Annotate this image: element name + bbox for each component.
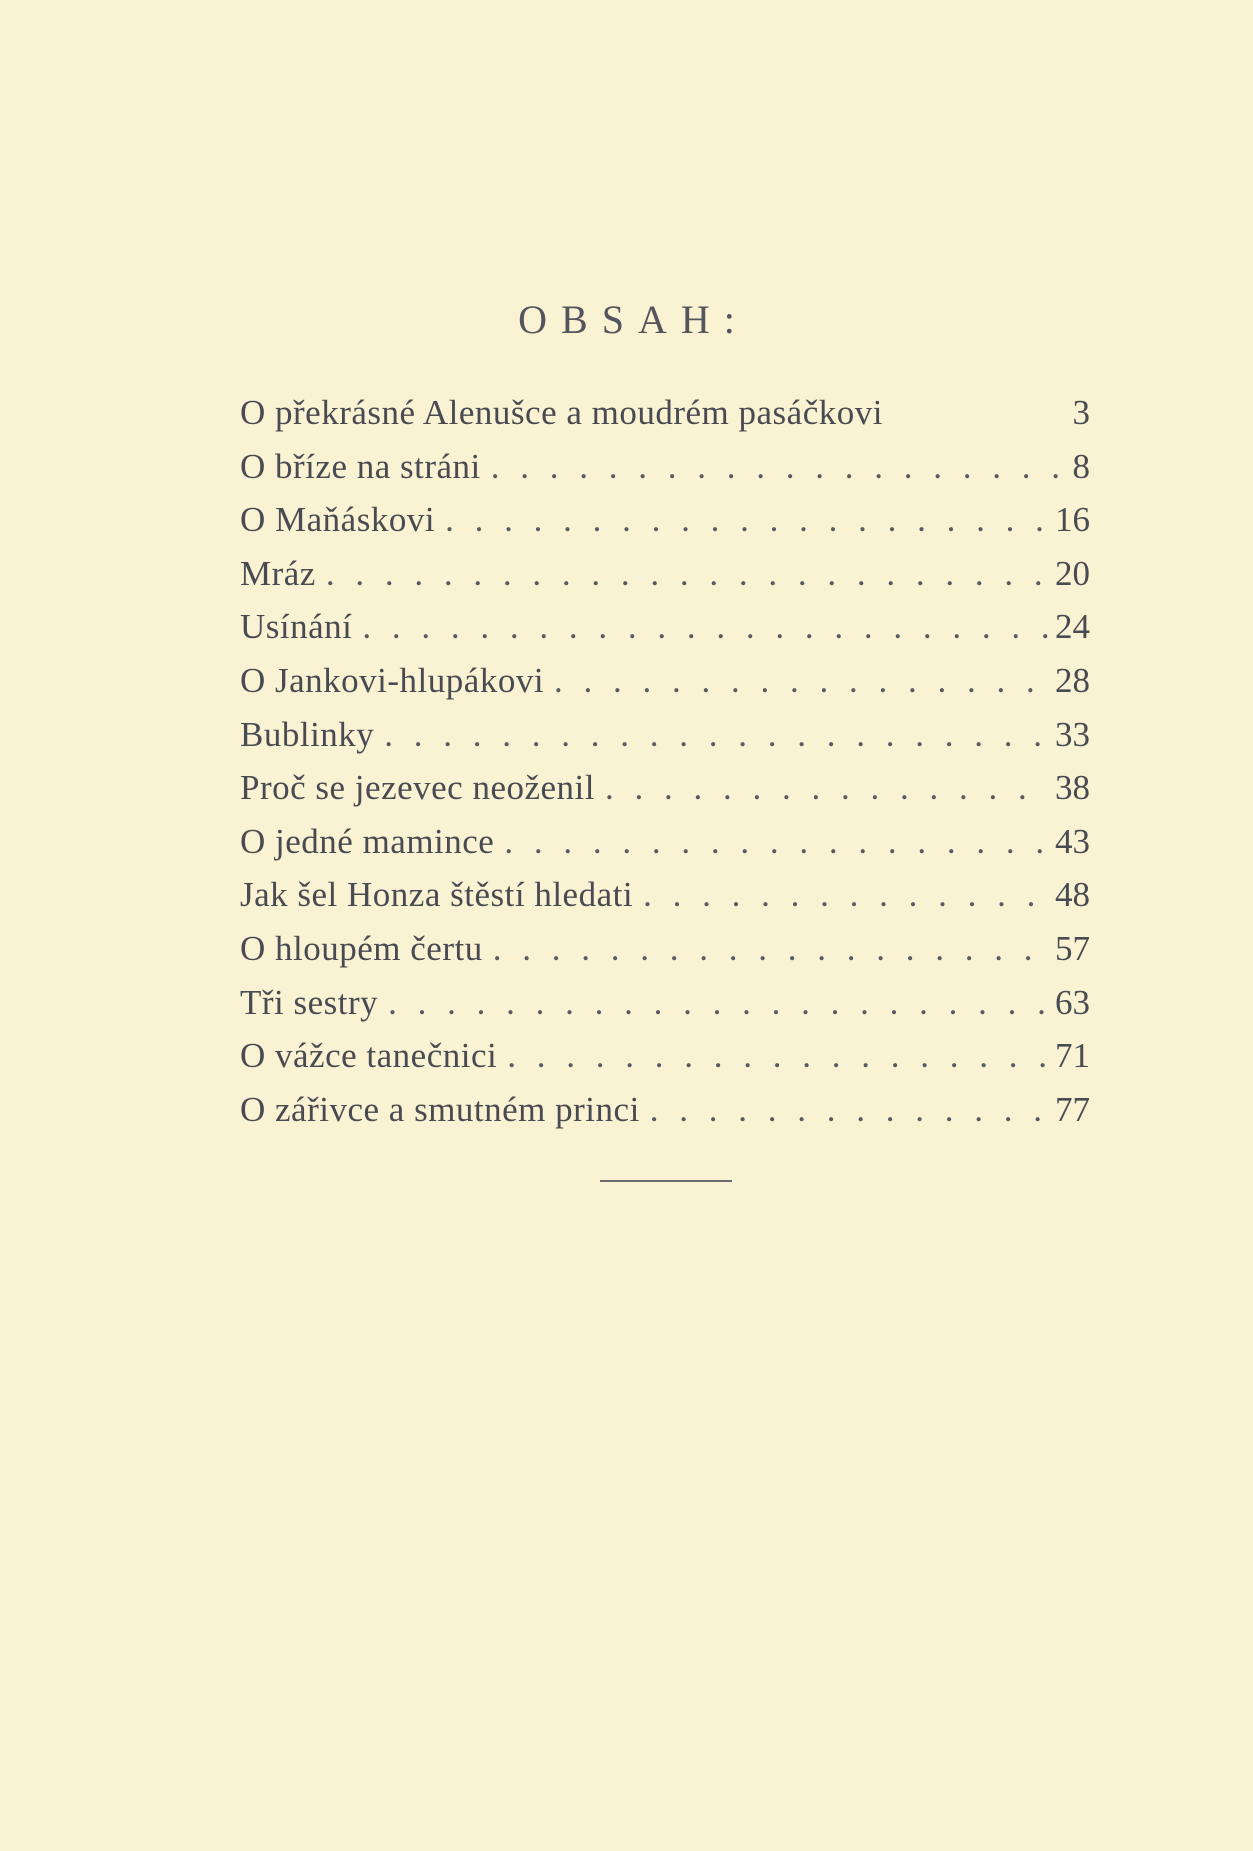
toc-leader	[445, 493, 1049, 547]
toc-entry-title: Bublinky	[240, 714, 375, 754]
toc-entry	[240, 815, 1090, 869]
toc-leader	[554, 654, 1049, 708]
toc-entry-title: O hloupém čertu	[240, 928, 483, 968]
toc-leader	[362, 600, 1049, 654]
toc-entry	[240, 708, 1090, 762]
toc-entry-page: 3	[1072, 393, 1090, 432]
toc-entry	[240, 600, 1090, 654]
toc-entry	[240, 761, 1090, 815]
toc-leader	[507, 1029, 1049, 1083]
toc-leader	[650, 1083, 1049, 1137]
toc-leader	[605, 761, 1049, 815]
toc-entry-title: Jak šel Honza štěstí hledati	[240, 875, 634, 915]
table-of-contents	[240, 386, 1090, 1136]
toc-entry-page: 24	[1055, 607, 1090, 647]
toc-entry-page: 33	[1055, 714, 1090, 754]
toc-entry-title: O vážce tanečnici	[240, 1036, 498, 1076]
toc-entry-title: Proč se jezevec neoženil	[240, 768, 596, 808]
toc-entry-title: O zářivce a smutném princi	[240, 1089, 640, 1129]
closing-rule	[600, 1180, 732, 1182]
toc-entry	[240, 440, 1090, 494]
toc-leader	[493, 922, 1049, 976]
toc-entry	[240, 386, 1090, 440]
toc-entry-page: 57	[1055, 928, 1090, 968]
toc-entry-title: Usínání	[240, 607, 353, 647]
toc-entry-title: O bříze na stráni	[240, 446, 481, 486]
toc-entry-title: O Jankovi-hlupákovi	[240, 660, 545, 700]
toc-entry-page: 43	[1055, 821, 1090, 861]
toc-leader	[643, 868, 1049, 922]
page-title: OBSAH:	[518, 297, 749, 342]
toc-entry-page: 16	[1055, 500, 1090, 540]
toc-entry	[240, 1029, 1090, 1083]
toc-entry-page: 48	[1055, 875, 1090, 915]
toc-entry-title: O překrásné Alenušce a moudrém pasáčkovi	[240, 393, 883, 432]
toc-entry	[240, 547, 1090, 601]
toc-entry-title: O jedné mamince	[240, 821, 495, 861]
toc-entry-page: 8	[1072, 446, 1090, 486]
toc-entry-page: 38	[1055, 768, 1090, 808]
toc-entry-title: O Maňáskovi	[240, 500, 436, 540]
toc-leader	[326, 547, 1049, 601]
toc-entry	[240, 654, 1090, 708]
toc-leader	[491, 440, 1062, 494]
toc-entry	[240, 922, 1090, 976]
toc-entry-page: 71	[1055, 1036, 1090, 1076]
toc-leader	[504, 815, 1049, 869]
toc-entry-title: Mráz	[240, 553, 316, 593]
toc-entry-page: 20	[1055, 553, 1090, 593]
toc-leader	[388, 976, 1049, 1030]
toc-entry	[240, 868, 1090, 922]
toc-entry-page: 77	[1055, 1089, 1090, 1129]
toc-entry-title: Tři sestry	[240, 982, 379, 1022]
toc-entry	[240, 976, 1090, 1030]
toc-leader	[384, 708, 1049, 762]
toc-entry	[240, 1083, 1090, 1137]
toc-entry-page: 28	[1055, 660, 1090, 700]
toc-entry	[240, 493, 1090, 547]
toc-entry-page: 63	[1055, 982, 1090, 1022]
